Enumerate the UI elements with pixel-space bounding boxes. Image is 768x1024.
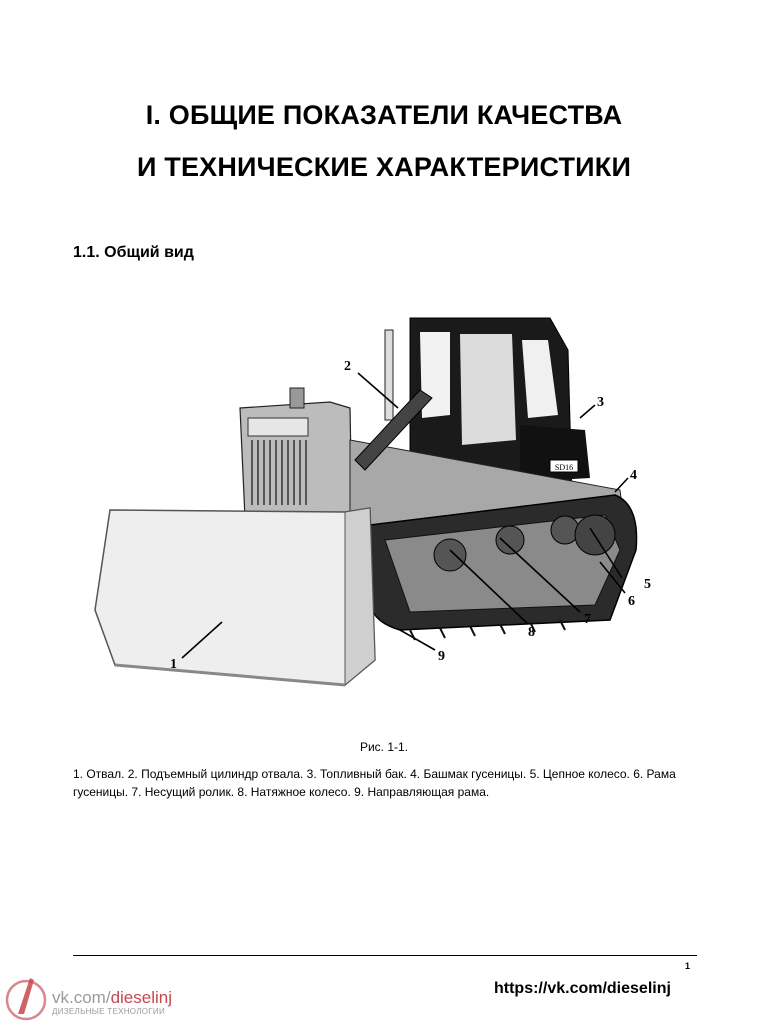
watermark-site-prefix: vk.com/ <box>52 988 111 1007</box>
callout-6: 6 <box>628 594 635 609</box>
page-number: 1 <box>685 961 691 971</box>
footer-url-link[interactable]: https://vk.com/dieselinj <box>494 980 671 997</box>
watermark-subtitle: ДИЗЕЛЬНЫЕ ТЕХНОЛОГИИ <box>52 1007 166 1016</box>
callout-1: 1 <box>170 657 177 672</box>
figure-caption: Рис. 1-1. <box>359 740 409 754</box>
callout-7: 7 <box>584 612 591 627</box>
callout-2: 2 <box>344 359 351 374</box>
callout-3: 3 <box>597 395 604 410</box>
page-title-line-1: I. ОБЩИЕ ПОКАЗАТЕЛИ КАЧЕСТВА <box>145 100 623 130</box>
footer-divider <box>73 955 697 956</box>
watermark-site-name: dieselinj <box>110 988 172 1007</box>
bulldozer-illustration <box>80 290 680 720</box>
callout-8: 8 <box>528 625 535 640</box>
model-plate: SD16 <box>554 463 574 472</box>
callout-4: 4 <box>630 468 637 483</box>
watermark-site <box>52 988 172 1008</box>
page-title-line-2: И ТЕХНИЧЕСКИЕ ХАРАКТЕРИСТИКИ <box>136 152 632 182</box>
callout-9: 9 <box>438 649 445 664</box>
section-heading: 1.1. Общий вид <box>73 244 194 261</box>
callout-5: 5 <box>644 577 651 592</box>
figure-legend: 1. Отвал. 2. Подъемный цилиндр отвала. 3. Топливный бак. 4. Башмак гусеницы. 5. Цепное колесо. 6. Рама гусеницы. 7. Несущий ролик. 8. Натяжное колесо. 9. Направляющая рама. <box>73 767 676 799</box>
